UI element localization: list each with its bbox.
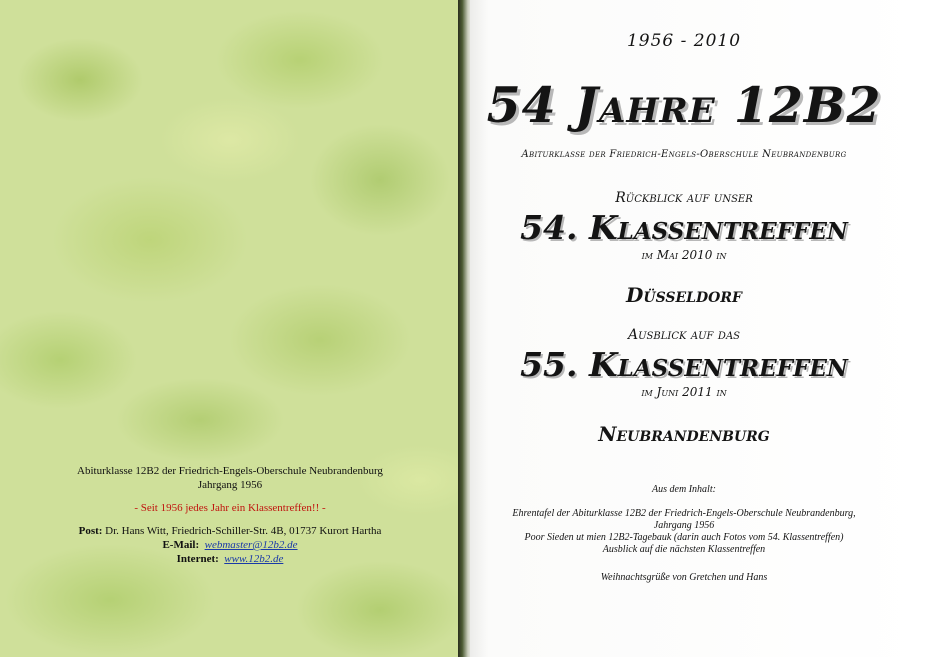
post-label: Post:: [78, 525, 103, 537]
year-line: Jahrgang 1956: [197, 479, 263, 491]
post-address: [40, 524, 420, 538]
greetings: Weihnachtsgrüße von Gretchen und Hans: [600, 572, 768, 583]
contents-item: Ehrentafel der Abiturklasse 12B2 der Friedrich-Engels-Oberschule Neubrandenburg,: [512, 508, 856, 519]
contents-item: Poor Sieden ut mien 12B2-Tagebauk (darin auch Fotos vom 54. Klassentreffen): [524, 532, 844, 543]
contents-list: [470, 508, 898, 556]
internet-label: Internet:: [176, 553, 219, 565]
meeting-54-title: 54. Klassentreffen: [520, 208, 848, 247]
meeting-54-date: im Mai 2010 in: [641, 248, 727, 262]
meeting-54-city: Düsseldorf: [626, 283, 742, 307]
website-link[interactable]: www.12b2.de: [224, 553, 284, 565]
email-link[interactable]: webmaster@12b2.de: [204, 539, 298, 551]
meeting-55-title: 55. Klassentreffen: [520, 345, 848, 384]
years-range: 1956 - 2010: [626, 31, 742, 51]
meeting-55-date: im Juni 2011 in: [641, 385, 727, 399]
email-line: [40, 538, 420, 552]
school-subtitle: Abiturklasse der Friedrich-Engels-Oberschule Neubrandenburg: [521, 149, 847, 160]
main-title: 54 Jahre 12B2: [486, 76, 882, 134]
contents-item: Ausblick auf die nächsten Klassentreffen: [602, 544, 766, 555]
contents-heading: Aus dem Inhalt:: [652, 484, 716, 495]
post-value: Dr. Hans Witt, Friedrich-Schiller-Str. 4B, 01737 Kurort Hartha: [105, 525, 382, 537]
email-label: E-Mail:: [162, 539, 200, 551]
class-line: Abiturklasse 12B2 der Friedrich-Engels-Oberschule Neubrandenburg: [77, 465, 383, 477]
contents-item: Jahrgang 1956: [653, 520, 715, 531]
internet-line: [40, 552, 420, 566]
review-intro: Rückblick auf unser: [615, 190, 753, 206]
contact-block: [40, 464, 420, 566]
slogan: - Seit 1956 jedes Jahr ein Klassentreffen!! -: [134, 502, 326, 514]
meeting-55-city: Neubrandenburg: [598, 422, 770, 446]
preview-intro: Ausblick auf das: [627, 327, 741, 343]
